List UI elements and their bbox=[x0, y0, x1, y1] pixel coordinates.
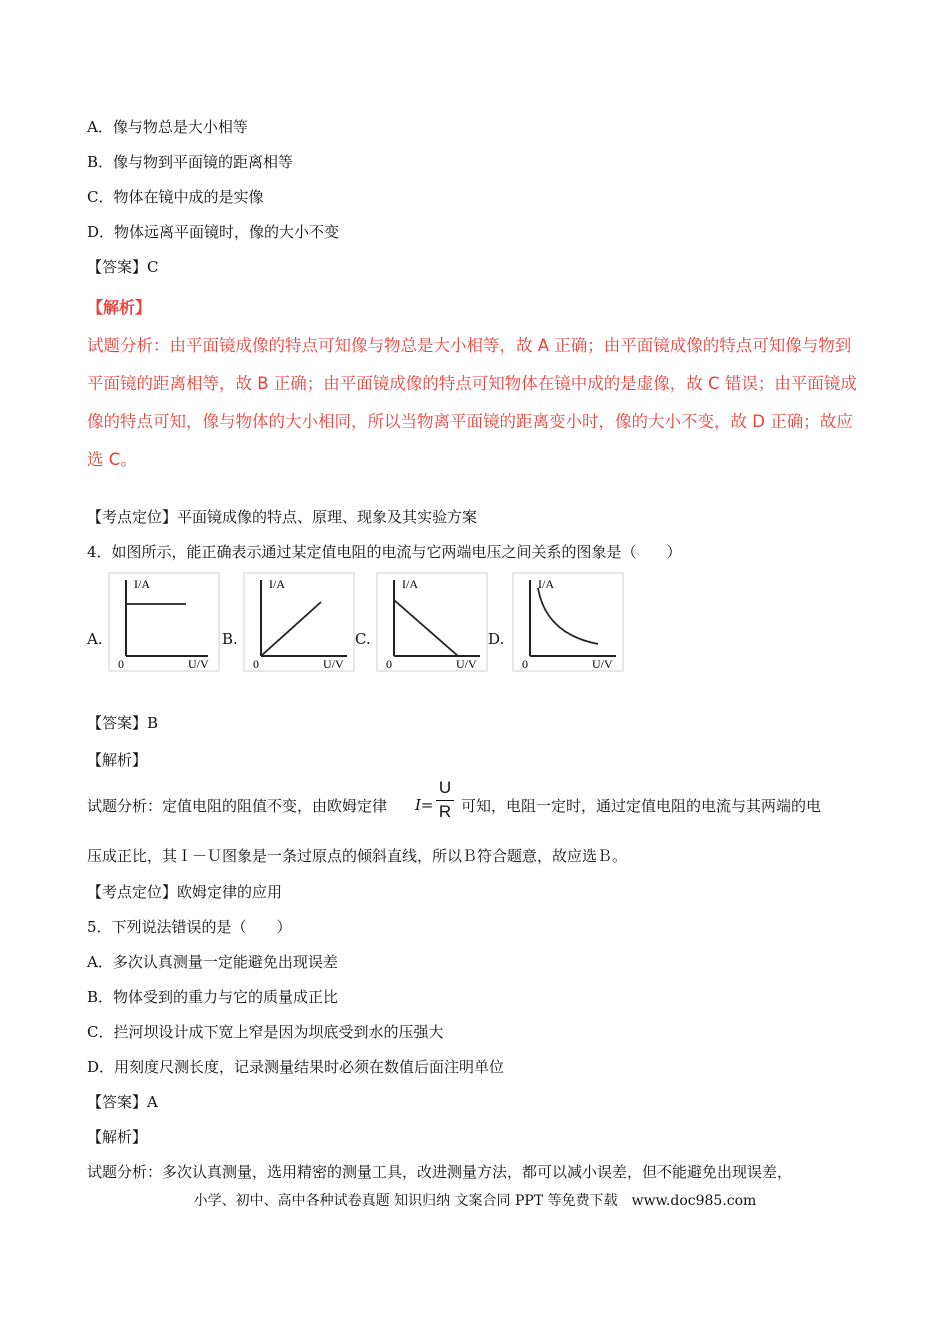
graph-line-rising bbox=[261, 602, 321, 656]
q5-option-d: D．用刻度尺测长度，记录测量结果时必须在数值后面注明单位 bbox=[87, 1058, 505, 1076]
x-axis-label: U/V bbox=[188, 657, 209, 671]
origin-label: 0 bbox=[118, 657, 124, 671]
formula-numerator: U bbox=[438, 778, 452, 797]
formula-lhs: I= bbox=[415, 796, 434, 814]
q3-answer: 【答案】C bbox=[87, 258, 159, 276]
origin-label: 0 bbox=[253, 657, 259, 671]
q5-answer: 【答案】A bbox=[87, 1093, 158, 1111]
page-footer: 小学、初中、高中各种试卷真题 知识归纳 文案合同 PPT 等免费下载 www.doc985.com bbox=[193, 1193, 757, 1209]
q3-analysis-line: 像的特点可知，像与物体的大小相同，所以当物离平面镜的距离变小时，像的大小不变，故 D 正确；故应 bbox=[87, 412, 853, 431]
q4-graph-b bbox=[243, 572, 355, 672]
y-axis-label: I/A bbox=[134, 577, 150, 591]
q3-option-d: D．物体远离平面镜时，像的大小不变 bbox=[87, 223, 340, 241]
x-axis-label: U/V bbox=[456, 657, 477, 671]
origin-label: 0 bbox=[522, 657, 528, 671]
y-axis-label: I/A bbox=[538, 577, 554, 591]
q3-option-b: B．像与物到平面镜的距离相等 bbox=[87, 153, 294, 171]
q3-option-c: C．物体在镜中成的是实像 bbox=[87, 188, 264, 206]
q4-analysis-title: 【解析】 bbox=[87, 751, 148, 769]
origin-label: 0 bbox=[386, 657, 392, 671]
q4-option-label-c: C. bbox=[355, 630, 371, 648]
q4-option-label-b: B. bbox=[222, 630, 238, 648]
q5-option-c: C．拦河坝设计成下宽上窄是因为坝底受到水的压强大 bbox=[87, 1023, 444, 1041]
q4-stem: 4．如图所示，能正确表示通过某定值电阻的电流与它两端电压之间关系的图象是（ ） bbox=[87, 543, 682, 561]
x-axis-label: U/V bbox=[323, 657, 344, 671]
q4-topic: 【考点定位】欧姆定律的应用 bbox=[87, 883, 283, 901]
q4-graph-c bbox=[376, 572, 488, 672]
q4-option-label-a: A. bbox=[87, 630, 103, 648]
q5-analysis-title: 【解析】 bbox=[87, 1128, 148, 1146]
q3-analysis-line: 试题分析：由平面镜成像的特点可知像与物总是大小相等，故 A 正确；由平面镜成像的特点可知像与物到 bbox=[87, 336, 852, 355]
q3-analysis-title: 【解析】 bbox=[87, 298, 152, 317]
q5-analysis-line1: 试题分析：多次认真测量，选用精密的测量工具，改进测量方法，都可以减小误差，但不能避免出现误差， bbox=[87, 1163, 793, 1181]
q5-stem: 5．下列说法错误的是（ ） bbox=[87, 918, 292, 936]
q3-option-a: A．像与物总是大小相等 bbox=[87, 118, 248, 136]
q5-option-b: B．物体受到的重力与它的质量成正比 bbox=[87, 988, 339, 1006]
q4-analysis-line2: 压成正比，其Ｉ－Ｕ图象是一条过原点的倾斜直线，所以Ｂ符合题意，故应选Ｂ。 bbox=[87, 847, 628, 865]
graph-line-falling bbox=[394, 600, 458, 656]
y-axis-label: I/A bbox=[402, 577, 418, 591]
graph-curve-decreasing bbox=[538, 588, 598, 644]
q4-graph-a bbox=[108, 572, 220, 672]
q4-analysis-line1-pre: 试题分析：定值电阻的阻值不变，由欧姆定律 bbox=[87, 797, 388, 815]
q3-analysis-line: 选 C。 bbox=[87, 450, 137, 469]
q4-graph-d bbox=[512, 572, 624, 672]
q4-option-label-d: D. bbox=[488, 630, 505, 648]
q4-answer: 【答案】B bbox=[87, 714, 159, 732]
y-axis-label: I/A bbox=[269, 577, 285, 591]
q5-option-a: A．多次认真测量一定能避免出现误差 bbox=[87, 953, 338, 971]
q3-topic: 【考点定位】平面镜成像的特点、原理、现象及其实验方案 bbox=[87, 508, 478, 526]
q4-analysis-line1-post: 可知，电阻一定时，通过定值电阻的电流与其两端的电 bbox=[461, 797, 822, 815]
q3-analysis-line: 平面镜的距离相等，故 B 正确；由平面镜成像的特点可知物体在镜中成的是虚像，故 C 错误；由平面镜成 bbox=[87, 374, 857, 393]
fraction-bar bbox=[436, 800, 454, 801]
ohm-formula-fraction bbox=[431, 778, 459, 824]
formula-denominator: R bbox=[438, 802, 452, 821]
x-axis-label: U/V bbox=[592, 657, 613, 671]
